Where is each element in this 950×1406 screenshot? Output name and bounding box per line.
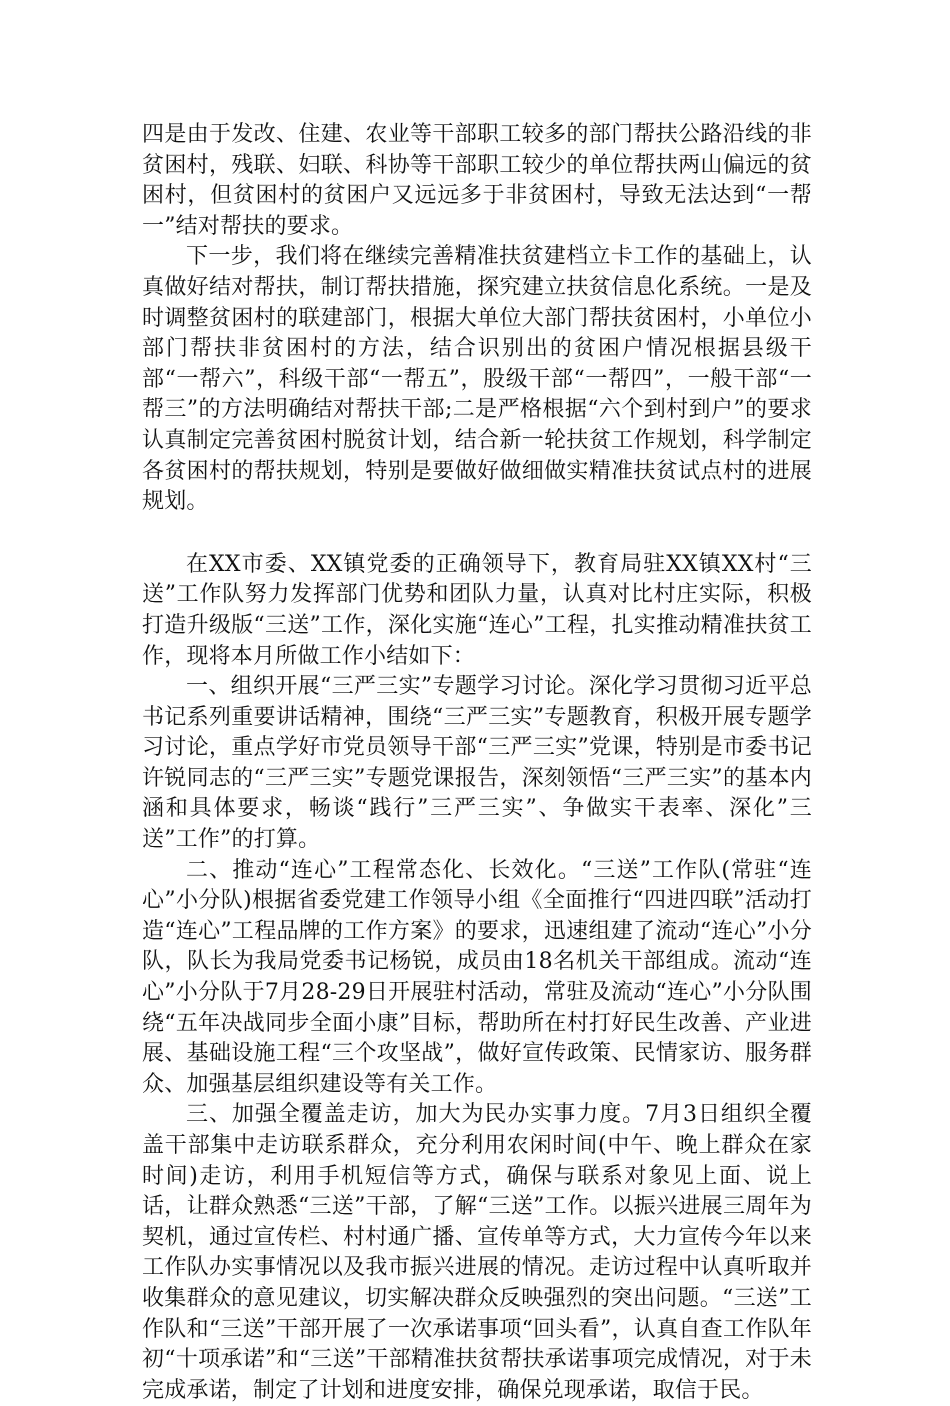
paragraph-intro: 在XX市委、XX镇党委的正确领导下，教育局驻XX镇XX村“三送”工作队努力发挥部门优势和团队力量，认真对比村庄实际，积极打造升级版“三送”工作，深化实施“连心”工程，扎实推动精准扶贫工作，现将本月所做工作小结如下： <box>142 551 812 669</box>
section-spacer <box>142 518 812 550</box>
document-body <box>142 120 812 1406</box>
paragraph-item-2: 二、推动“连心”工程常态化、长效化。“三送”工作队(常驻“连心”小分队)根据省委党建工作领导小组《全面推行“四进四联”活动打造“连心”工程品牌的工作方案》的要求，迅速组建了流动“连心”小分队，队长为我局党委书记杨锐，成员由18名机关干部组成。流动“连心”小分队于7月28-29日开展驻村活动，常驻及流动“连心”小分队围绕“五年决战同步全面小康”目标，帮助所在村打好民生改善、产业进展、基础设施工程“三个攻坚战”，做好宣传政策、民情家访、服务群众、加强基层组织建设等有关工作。 <box>142 857 812 1097</box>
paragraph-next-steps: 下一步，我们将在继续完善精准扶贫建档立卡工作的基础上，认真做好结对帮扶，制订帮扶措施，探究建立扶贫信息化系统。一是及时调整贫困村的联建部门，根据大单位大部门帮扶贫困村，小单位小部门帮扶非贫困村的方法，结合识别出的贫困户情况根据县级干部“一帮六”，科级干部“一帮五”，股级干部“一帮四”，一般干部“一帮三”的方法明确结对帮扶干部;二是严格根据“六个到村到户”的要求认真制定完善贫困村脱贫计划，结合新一轮扶贫工作规划，科学制定各贫困村的帮扶规划，特别是要做好做细做实精准扶贫试点村的进展规划。 <box>142 244 812 515</box>
paragraph-item-1: 一、组织开展“三严三实”专题学习讨论。深化学习贯彻习近平总书记系列重要讲话精神，围绕“三严三实”专题教育，积极开展专题学习讨论，重点学好市党员领导干部“三严三实”党课，特别是市委书记许锐同志的“三严三实”专题党课报告，深刻领悟“三严三实”的基本内涵和具体要求，畅谈“践行”三严三实”、争做实干表率、深化”三送”工作”的打算。 <box>142 674 812 853</box>
paragraph-continuation: 四是由于发改、住建、农业等干部职工较多的部门帮扶公路沿线的非贫困村，残联、妇联、科协等干部职工较少的单位帮扶两山偏远的贫困村，但贫困村的贫困户又远远多于非贫困村，导致无法达到“一帮一”结对帮扶的要求。 <box>142 122 812 239</box>
paragraph-item-3: 三、加强全覆盖走访，加大为民办实事力度。7月3日组织全覆盖干部集中走访联系群众，充分利用农闲时间(中午、晚上群众在家时间)走访，利用手机短信等方式，确保与联系对象见上面、说上话，让群众熟悉“三送”干部，了解“三送”工作。以振兴进展三周年为契机，通过宣传栏、村村通广播、宣传单等方式，大力宣传今年以来工作队办实事情况以及我市振兴进展的情况。走访过程中认真听取并收集群众的意见建议，切实解决群众反映强烈的突出问题。“三送”工作队和“三送”干部开展了一次承诺事项“回头看”，认真自查工作队年初“十项承诺”和“三送”干部精准扶贫帮扶承诺事项完成情况，对于未完成承诺，制定了计划和进度安排，确保兑现承诺，取信于民。 <box>142 1102 812 1403</box>
